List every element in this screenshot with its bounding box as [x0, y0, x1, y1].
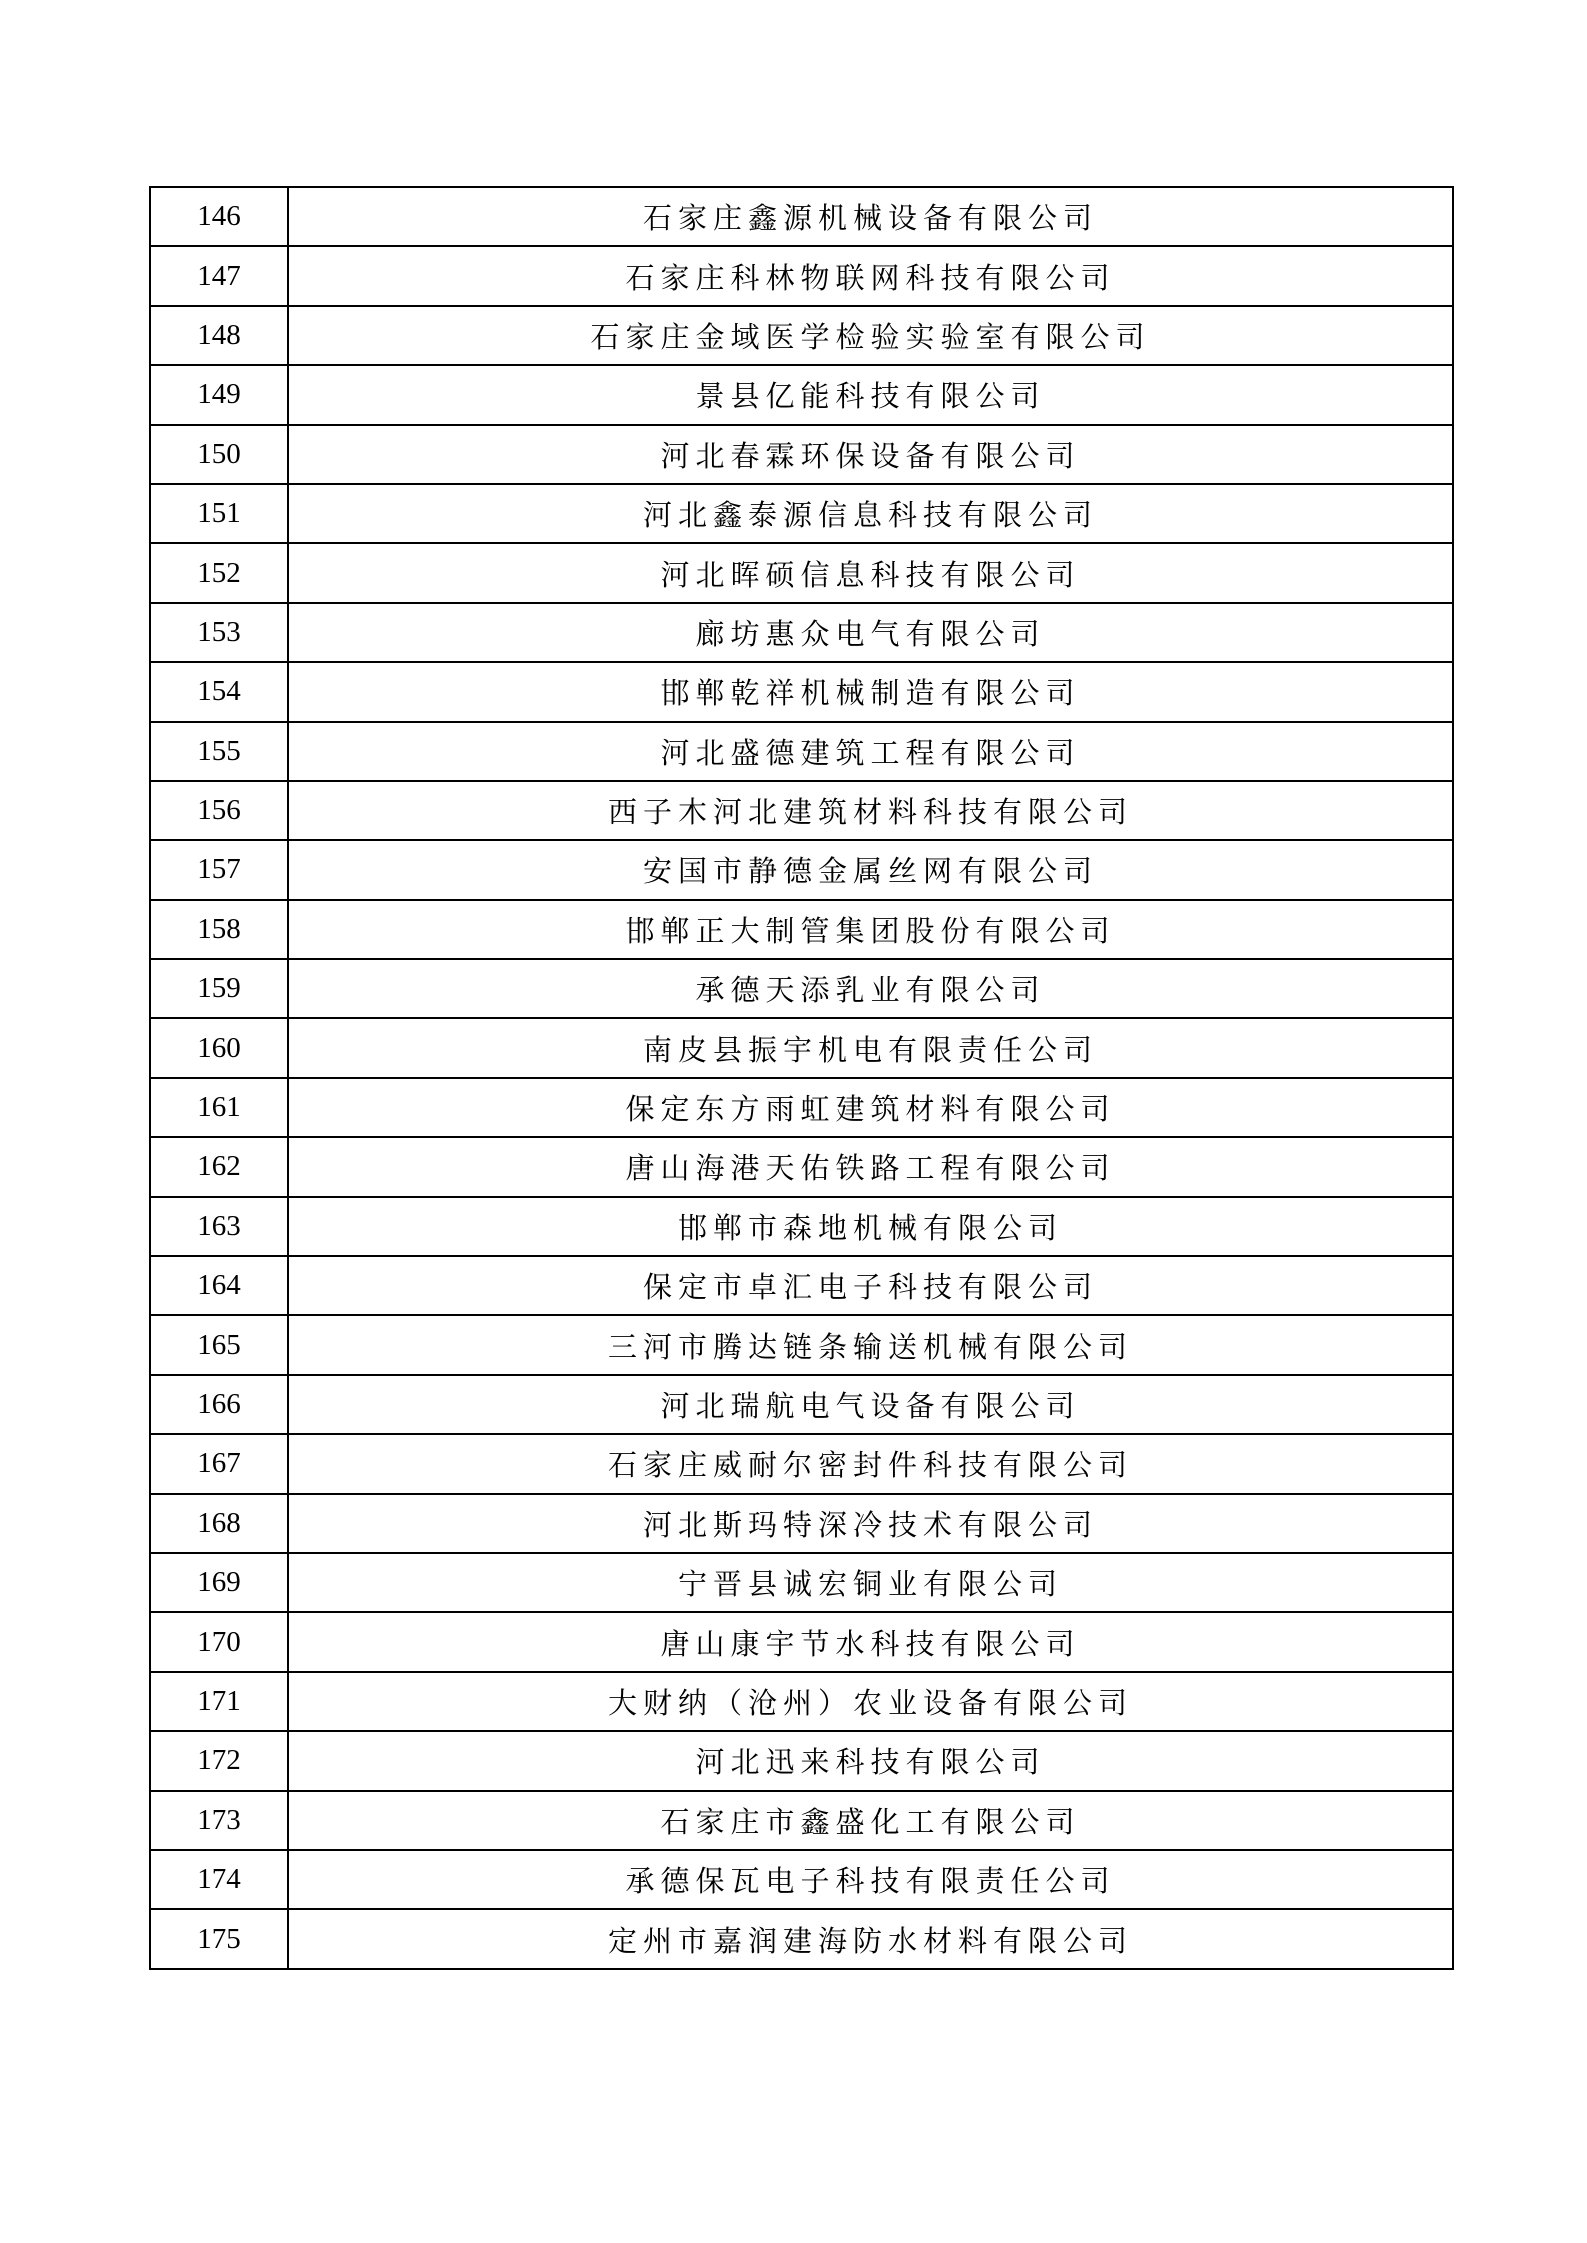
- table-row: [150, 1315, 1453, 1374]
- row-number: 151: [150, 484, 288, 543]
- table-row: [150, 1256, 1453, 1315]
- row-number: 169: [150, 1553, 288, 1612]
- company-name: 承德保瓦电子科技有限责任公司: [288, 1850, 1453, 1909]
- table-row: [150, 1375, 1453, 1434]
- company-name: 石家庄科林物联网科技有限公司: [288, 246, 1453, 305]
- company-name: 石家庄鑫源机械设备有限公司: [288, 187, 1453, 246]
- table-row: [150, 1434, 1453, 1493]
- company-name: 承德天添乳业有限公司: [288, 959, 1453, 1018]
- company-name: 河北盛德建筑工程有限公司: [288, 722, 1453, 781]
- company-name: 石家庄市鑫盛化工有限公司: [288, 1791, 1453, 1850]
- row-number: 165: [150, 1315, 288, 1374]
- company-name: 石家庄威耐尔密封件科技有限公司: [288, 1434, 1453, 1493]
- row-number: 171: [150, 1672, 288, 1731]
- row-number: 168: [150, 1494, 288, 1553]
- company-name: 河北迅来科技有限公司: [288, 1731, 1453, 1790]
- row-number: 159: [150, 959, 288, 1018]
- table-row: [150, 1137, 1453, 1196]
- company-name: 三河市腾达链条输送机械有限公司: [288, 1315, 1453, 1374]
- company-name: 宁晋县诚宏铜业有限公司: [288, 1553, 1453, 1612]
- table-row: [150, 1909, 1453, 1968]
- company-name: 景县亿能科技有限公司: [288, 365, 1453, 424]
- row-number: 164: [150, 1256, 288, 1315]
- company-name: 定州市嘉润建海防水材料有限公司: [288, 1909, 1453, 1968]
- company-name: 西子木河北建筑材料科技有限公司: [288, 781, 1453, 840]
- row-number: 155: [150, 722, 288, 781]
- company-name: 河北春霖环保设备有限公司: [288, 425, 1453, 484]
- table-row: [150, 484, 1453, 543]
- table-row: [150, 1612, 1453, 1671]
- row-number: 172: [150, 1731, 288, 1790]
- table-row: [150, 603, 1453, 662]
- table-row: [150, 425, 1453, 484]
- company-name: 河北瑞航电气设备有限公司: [288, 1375, 1453, 1434]
- table-row: [150, 959, 1453, 1018]
- row-number: 175: [150, 1909, 288, 1968]
- company-name: 唐山海港天佑铁路工程有限公司: [288, 1137, 1453, 1196]
- table-row: [150, 1197, 1453, 1256]
- table-row: [150, 1553, 1453, 1612]
- table-row: [150, 1078, 1453, 1137]
- table-row: [150, 1018, 1453, 1077]
- table-row: [150, 1850, 1453, 1909]
- table-row: [150, 246, 1453, 305]
- company-list-table: [149, 186, 1454, 1970]
- company-name: 河北鑫泰源信息科技有限公司: [288, 484, 1453, 543]
- row-number: 152: [150, 543, 288, 602]
- table-row: [150, 187, 1453, 246]
- row-number: 149: [150, 365, 288, 424]
- row-number: 174: [150, 1850, 288, 1909]
- table-row: [150, 1791, 1453, 1850]
- company-name: 邯郸正大制管集团股份有限公司: [288, 900, 1453, 959]
- row-number: 154: [150, 662, 288, 721]
- company-name: 保定东方雨虹建筑材料有限公司: [288, 1078, 1453, 1137]
- company-name: 河北晖硕信息科技有限公司: [288, 543, 1453, 602]
- company-name: 石家庄金域医学检验实验室有限公司: [288, 306, 1453, 365]
- company-name: 唐山康宇节水科技有限公司: [288, 1612, 1453, 1671]
- company-name: 廊坊惠众电气有限公司: [288, 603, 1453, 662]
- table-row: [150, 306, 1453, 365]
- row-number: 150: [150, 425, 288, 484]
- table-row: [150, 1731, 1453, 1790]
- row-number: 170: [150, 1612, 288, 1671]
- company-name: 邯郸乾祥机械制造有限公司: [288, 662, 1453, 721]
- company-name: 大财纳（沧州）农业设备有限公司: [288, 1672, 1453, 1731]
- row-number: 160: [150, 1018, 288, 1077]
- table-row: [150, 840, 1453, 899]
- company-name: 河北斯玛特深冷技术有限公司: [288, 1494, 1453, 1553]
- row-number: 147: [150, 246, 288, 305]
- row-number: 163: [150, 1197, 288, 1256]
- company-name: 安国市静德金属丝网有限公司: [288, 840, 1453, 899]
- company-name: 邯郸市森地机械有限公司: [288, 1197, 1453, 1256]
- row-number: 148: [150, 306, 288, 365]
- row-number: 153: [150, 603, 288, 662]
- row-number: 161: [150, 1078, 288, 1137]
- table-row: [150, 1672, 1453, 1731]
- table-row: [150, 365, 1453, 424]
- company-name: 南皮县振宇机电有限责任公司: [288, 1018, 1453, 1077]
- table-row: [150, 722, 1453, 781]
- table-row: [150, 900, 1453, 959]
- row-number: 173: [150, 1791, 288, 1850]
- row-number: 156: [150, 781, 288, 840]
- row-number: 162: [150, 1137, 288, 1196]
- table-row: [150, 543, 1453, 602]
- row-number: 167: [150, 1434, 288, 1493]
- company-name: 保定市卓汇电子科技有限公司: [288, 1256, 1453, 1315]
- row-number: 166: [150, 1375, 288, 1434]
- row-number: 157: [150, 840, 288, 899]
- table-row: [150, 781, 1453, 840]
- table-row: [150, 1494, 1453, 1553]
- table-body: [150, 187, 1453, 1969]
- row-number: 146: [150, 187, 288, 246]
- table-row: [150, 662, 1453, 721]
- row-number: 158: [150, 900, 288, 959]
